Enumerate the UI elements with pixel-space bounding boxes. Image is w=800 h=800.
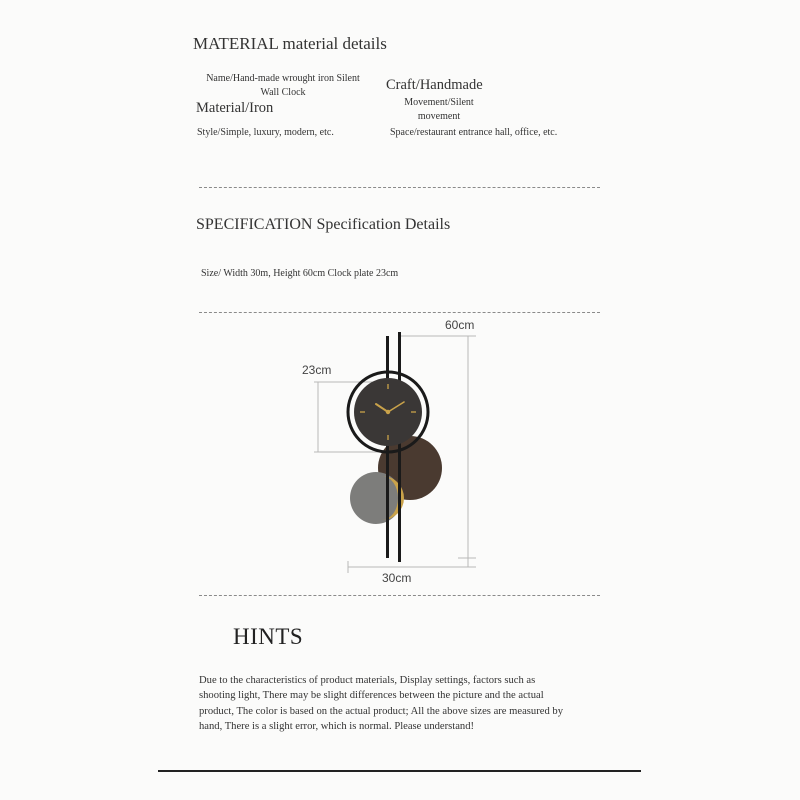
hand-pivot [386, 410, 390, 414]
bottom-bar [158, 770, 641, 772]
hints-title: HINTS [233, 624, 304, 649]
material-movement-line1: Movement/Silent [404, 97, 474, 108]
material-name [198, 72, 368, 100]
material-name-line2: Wall Clock [260, 87, 306, 98]
divider-3 [199, 595, 600, 596]
material-type: Material/Iron [196, 100, 274, 116]
specification-size: Size/ Width 30m, Height 60cm Clock plate 23cm [201, 268, 399, 279]
hints-line-3: product, The color is based on the actual product; All the above sizes are measured by [199, 705, 563, 717]
hints-line-2: shooting light, There may be slight differences between the picture and the actual [199, 690, 544, 702]
hints-body [199, 673, 609, 734]
material-craft: Craft/Handmade [386, 77, 483, 93]
width-label: 30cm [382, 571, 412, 585]
material-space: Space/restaurant entrance hall, office, etc. [390, 127, 558, 138]
clock-diagram [290, 312, 510, 597]
hints-line-4: hand, There is a slight error, which is normal. Please understand! [199, 720, 475, 732]
hints-line-1: Due to the characteristics of product materials, Display settings, factors such as [199, 675, 536, 686]
height-label: 60cm [445, 318, 475, 332]
material-movement-line2: movement [417, 111, 461, 122]
vertical-bar-right [398, 332, 401, 562]
divider-1 [199, 187, 600, 188]
vertical-bar-left [386, 336, 389, 558]
material-style: Style/Simple, luxury, modern, etc. [197, 127, 334, 138]
specification-heading: SPECIFICATION Specification Details [196, 216, 451, 233]
material-heading: MATERIAL material details [193, 34, 387, 53]
material-movement [384, 96, 494, 124]
plate-label: 23cm [302, 363, 332, 377]
material-name-line1: Name/Hand-made wrought iron Silent [206, 73, 360, 84]
clock-diagram-svg [290, 312, 510, 597]
